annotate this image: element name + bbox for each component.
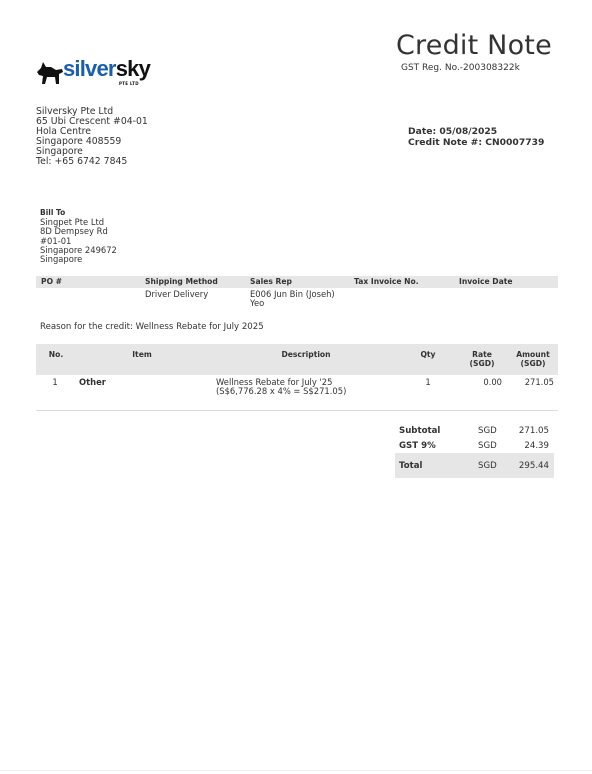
order-info-header — [36, 276, 558, 288]
sales-rep-value: E006 Jun Bin (Joseh) Yeo — [250, 289, 335, 308]
items-table-header — [36, 344, 558, 375]
logo-tagline: PTE LTD — [119, 81, 139, 86]
company-address-line: 65 Ubi Crescent #04-01 — [36, 116, 148, 127]
header-shipping-method: Shipping Method — [145, 277, 218, 286]
header-po: PO # — [41, 277, 63, 286]
header-invoice-date: Invoice Date — [459, 277, 513, 286]
gst-registration: GST Reg. No.-200308322k — [401, 63, 520, 73]
page-bottom-edge — [0, 770, 592, 771]
bill-to-name: Singpet Pte Ltd — [40, 217, 105, 228]
gst-label: GST 9% — [399, 441, 436, 451]
bill-to-block — [40, 208, 117, 264]
bill-to-line: Singapore 249672 — [40, 244, 117, 255]
bill-to-line: 8D Dempsey Rd — [40, 226, 108, 237]
subtotal-label: Subtotal — [399, 426, 441, 436]
gst-currency: SGD — [478, 441, 497, 451]
row-rate: 0.00 — [483, 377, 502, 387]
company-name: Silversky Pte Ltd — [36, 106, 114, 117]
subtotal-currency: SGD — [478, 426, 497, 436]
col-no: No. — [48, 350, 64, 359]
total-currency: SGD — [478, 461, 497, 471]
col-amount: Amount (SGD) — [516, 350, 550, 368]
bill-to-line: #01-01 — [40, 235, 72, 246]
gst-value: 24.39 — [524, 441, 549, 451]
company-tel: Tel: +65 6742 7845 — [36, 156, 128, 167]
company-logo — [35, 54, 153, 90]
row-description: Wellness Rebate for July '25 (S$6,776.28 x 4% = S$271.05) — [216, 377, 347, 396]
table-divider — [36, 410, 558, 411]
col-description: Description — [281, 350, 331, 359]
bill-to-label: Bill To — [40, 208, 66, 217]
total-value: 295.44 — [518, 461, 549, 471]
col-qty: Qty — [420, 350, 436, 359]
header-sales-rep: Sales Rep — [250, 277, 292, 286]
header-tax-invoice: Tax Invoice No. — [354, 277, 419, 286]
total-label: Total — [399, 461, 423, 471]
row-item: Other — [79, 377, 106, 387]
col-rate: Rate (SGD) — [469, 350, 495, 368]
document-title: Credit Note — [396, 30, 552, 61]
col-item: Item — [132, 350, 152, 359]
row-qty: 1 — [425, 377, 431, 387]
row-amount: 271.05 — [524, 377, 554, 387]
subtotal-value: 271.05 — [518, 426, 549, 436]
company-address-block — [36, 107, 148, 167]
company-address-line: Hola Centre — [36, 126, 92, 137]
bill-to-country: Singapore — [40, 254, 83, 265]
company-country: Singapore — [36, 146, 83, 157]
dog-icon — [35, 58, 65, 88]
company-address-line: Singapore 408559 — [36, 136, 122, 147]
credit-note-meta — [408, 127, 544, 148]
credit-reason: Reason for the credit: Wellness Rebate for July 2025 — [40, 322, 264, 332]
logo-wordmark: silversky — [63, 56, 151, 81]
credit-note-date: Date: 05/08/2025 — [408, 126, 498, 137]
credit-note-number: Credit Note #: CN0007739 — [408, 136, 545, 148]
shipping-method-value: Driver Delivery — [145, 289, 209, 299]
row-no: 1 — [52, 377, 58, 387]
